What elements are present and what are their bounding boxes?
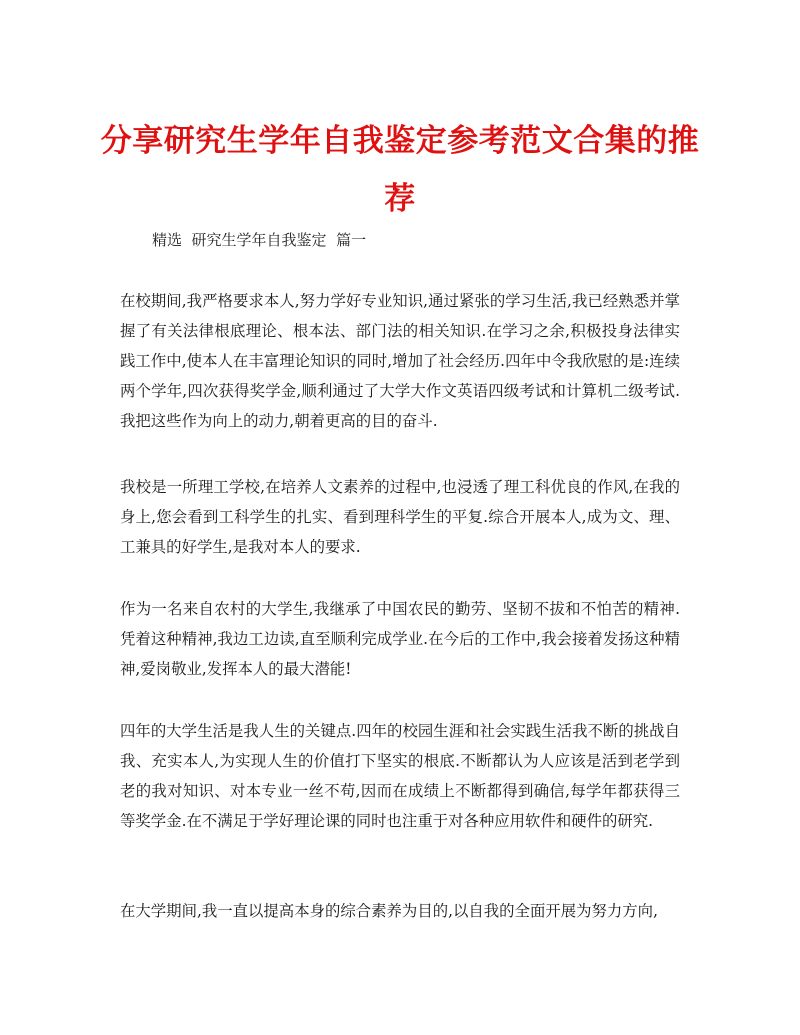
body-paragraph: 我校是一所理工学校,在培养人文素养的过程中,也浸透了理工科优良的作风,在我的身上,您会看到工科学生的扎实、看到理科学生的平复.综合开展本人,成为文、理、工兼具的好学生,是我对本人的要求. (120, 478, 680, 556)
section-subtitle: 精选 研究生学年自我鉴定 篇一 (152, 231, 367, 249)
body-paragraph: 作为一名来自农村的大学生,我继承了中国农民的勤劳、坚韧不拔和不怕苦的精神.凭着这种精神,我边工边读,直至顺利完成学业.在今后的工作中,我会接着发扬这种精神,爱岗敬业,发挥本人的最大潜能! (120, 600, 680, 678)
body-paragraph: 在大学期间,我一直以提高本身的综合素养为目的,以自我的全面开展为努力方向, (120, 902, 658, 920)
body-paragraph: 四年的大学生活是我人生的关键点.四年的校园生涯和社会实践生活我不断的挑战自我、充实本人,为实现人生的价值打下坚实的根底.不断都认为人应该是活到老学到老的我对知识、对本专业一丝不苟,因而在成绩上不断都得到确信,每学年都获得三等奖学金.在不满足于学好理论课的同时也注重于对各种应用软件和硬件的研究. (120, 722, 680, 830)
document-title: 分享研究生学年自我鉴定参考范文合集的推荐 (100, 123, 700, 217)
body-paragraph: 在校期间,我严格要求本人,努力学好专业知识,通过紧张的学习生活,我已经熟悉并掌握了有关法律根底理论、根本法、部门法的相关知识.在学习之余,积极投身法律实践工作中,使本人在丰富理论知识的同时,增加了社会经历.四年中令我欣慰的是:连续两个学年,四次获得奖学金,顺利通过了大学大作文英语四级考试和计算机二级考试.我把这些作为向上的动力,朝着更高的目的奋斗. (120, 292, 680, 430)
